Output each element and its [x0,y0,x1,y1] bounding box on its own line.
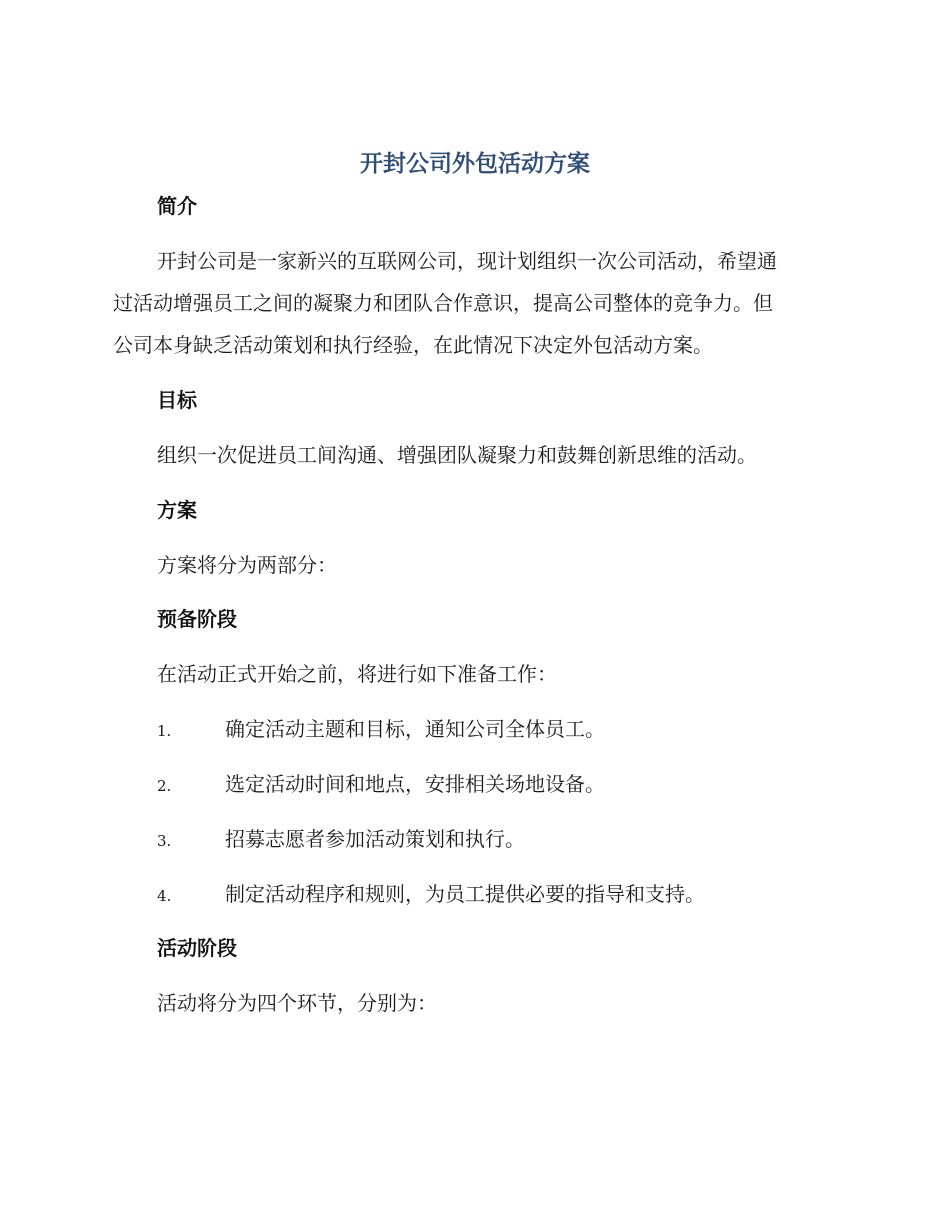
list-item [157,715,857,743]
list-item-text: 制定活动程序和规则，为员工提供必要的指导和支持。 [225,882,705,906]
intro-paragraph-line-1: 开封公司是一家新兴的互联网公司，现计划组织一次公司活动，希望通 [157,249,777,273]
list-item-text: 招募志愿者参加活动策划和执行。 [225,827,525,851]
section-heading-preparation: 预备阶段 [157,607,237,631]
goal-paragraph: 组织一次促进员工间沟通、增强团队凝聚力和鼓舞创新思维的活动。 [157,443,757,467]
section-heading-goal: 目标 [157,388,197,412]
list-item-number: 2. [157,777,172,795]
list-item [157,825,857,853]
list-item-number: 1. [157,722,172,740]
activity-paragraph: 活动将分为四个环节，分别为： [157,991,437,1015]
intro-paragraph-line-2: 过活动增强员工之间的凝聚力和团队合作意识，提高公司整体的竞争力。但 [113,291,773,315]
section-heading-plan: 方案 [157,498,197,522]
list-item [157,770,857,798]
preparation-paragraph: 在活动正式开始之前，将进行如下准备工作： [157,662,557,686]
section-heading-intro: 简介 [157,194,197,218]
plan-paragraph: 方案将分为两部分： [157,553,337,577]
intro-paragraph-line-3: 公司本身缺乏活动策划和执行经验，在此情况下决定外包活动方案。 [113,333,713,357]
list-item-text: 选定活动时间和地点，安排相关场地设备。 [225,772,605,796]
list-item-text: 确定活动主题和目标，通知公司全体员工。 [225,717,605,741]
section-heading-activity: 活动阶段 [157,936,237,960]
list-item [157,880,857,908]
list-item-number: 3. [157,832,172,850]
list-item-number: 4. [157,887,172,905]
document-title: 开封公司外包活动方案 [360,151,590,177]
